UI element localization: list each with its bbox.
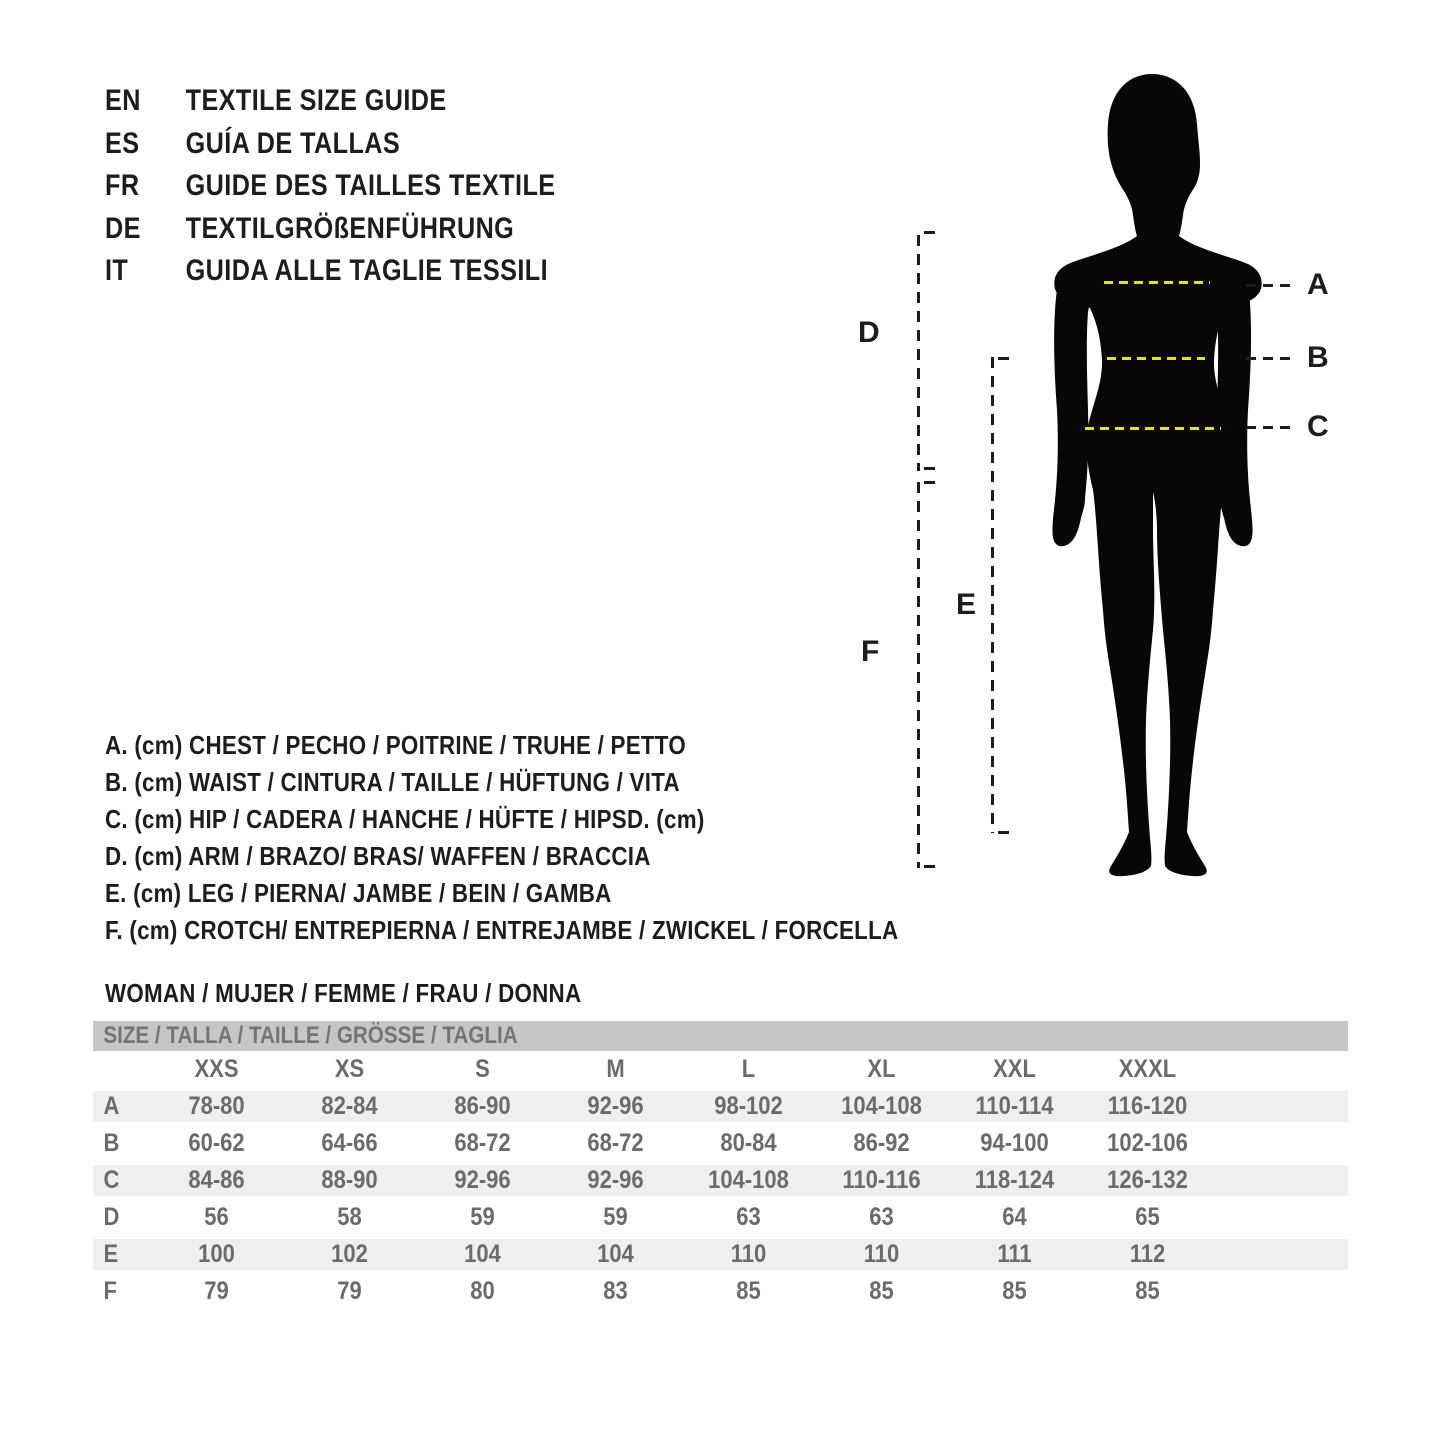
cell: 104 xyxy=(597,1240,634,1268)
leg-measure-line xyxy=(991,357,994,833)
legend-line-d: D. (cm) ARM / BRAZO/ BRAS/ WAFFEN / BRACCIA xyxy=(105,841,651,871)
table-row xyxy=(93,1125,1348,1162)
size-col-header: S xyxy=(475,1055,490,1083)
table-row xyxy=(93,1088,1348,1125)
table-row xyxy=(93,1273,1348,1310)
cell: 102-106 xyxy=(1107,1129,1188,1157)
cell: 63 xyxy=(869,1203,894,1231)
row-label: B xyxy=(103,1129,120,1157)
cell: 126-132 xyxy=(1107,1166,1188,1194)
arm-measure-tick-top xyxy=(924,231,935,234)
lang-code: EN xyxy=(105,84,141,117)
title-line-de xyxy=(105,208,556,251)
lang-code: IT xyxy=(105,254,129,287)
crotch-measure-line xyxy=(917,482,920,868)
legend-line-f: F. (cm) CROTCH/ ENTREPIERNA / ENTREJAMBE / ZWICKEL / FORCELLA xyxy=(105,915,899,945)
size-col-header: XXXL xyxy=(1118,1055,1177,1083)
cell: 88-90 xyxy=(321,1166,378,1194)
row-label: E xyxy=(103,1240,119,1268)
cell: 104-108 xyxy=(708,1166,789,1194)
leg-measure-tick-top xyxy=(998,357,1009,360)
title-line-fr xyxy=(105,165,556,208)
gender-heading: WOMAN / MUJER / FEMME / FRAU / DONNA xyxy=(105,978,582,1008)
cell: 68-72 xyxy=(587,1129,644,1157)
waist-highlight-line xyxy=(1107,357,1205,360)
cell: 86-90 xyxy=(454,1092,511,1120)
cell: 80-84 xyxy=(720,1129,777,1157)
title-text: GUIDE DES TAILLES TEXTILE xyxy=(185,169,556,202)
title-line-en xyxy=(105,80,556,123)
table-row xyxy=(93,1162,1348,1199)
legend-line-c: C. (cm) HIP / CADERA / HANCHE / HÜFTE / HIPSD. (cm) xyxy=(105,804,705,834)
marker-label-a: A xyxy=(1307,268,1329,301)
title-text: GUÍA DE TALLAS xyxy=(185,126,401,160)
cell: 110 xyxy=(730,1240,767,1268)
cell: 63 xyxy=(736,1203,761,1231)
title-line-it xyxy=(105,250,556,293)
cell: 68-72 xyxy=(454,1129,511,1157)
cell: 64 xyxy=(1002,1203,1027,1231)
cell: 85 xyxy=(869,1277,894,1305)
cell: 79 xyxy=(204,1277,229,1305)
cell: 59 xyxy=(470,1203,495,1231)
cell: 85 xyxy=(1135,1277,1160,1305)
cell: 102 xyxy=(331,1240,368,1268)
cell: 65 xyxy=(1135,1203,1160,1231)
cell: 110-114 xyxy=(975,1092,1054,1120)
cell: 116-120 xyxy=(1107,1092,1188,1120)
marker-label-e: E xyxy=(956,588,977,621)
cell: 59 xyxy=(603,1203,628,1231)
title-line-es xyxy=(105,123,556,166)
cell: 79 xyxy=(337,1277,362,1305)
size-table xyxy=(93,1021,1348,1310)
cell: 94-100 xyxy=(980,1129,1049,1157)
lang-code: FR xyxy=(105,169,140,202)
cell: 83 xyxy=(603,1277,628,1305)
size-col-header: XS xyxy=(334,1055,365,1083)
size-col-header: XL xyxy=(867,1055,896,1083)
cell: 98-102 xyxy=(714,1092,783,1120)
cell: 80 xyxy=(470,1277,495,1305)
size-col-header: L xyxy=(741,1055,756,1083)
woman-silhouette xyxy=(1020,60,1340,890)
cell: 110-116 xyxy=(842,1166,921,1194)
cell: 84-86 xyxy=(188,1166,245,1194)
row-label: F xyxy=(103,1277,118,1305)
leg-measure-tick-bottom xyxy=(998,831,1009,834)
legend-line-a: A. (cm) CHEST / PECHO / POITRINE / TRUHE / PETTO xyxy=(105,730,686,760)
legend-line-e: E. (cm) LEG / PIERNA/ JAMBE / BEIN / GAMBA xyxy=(105,878,612,908)
lang-code: ES xyxy=(105,126,140,160)
row-label: C xyxy=(103,1166,120,1194)
waist-leader-line xyxy=(1246,357,1292,360)
row-label: A xyxy=(103,1092,120,1120)
cell: 111 xyxy=(997,1240,1032,1268)
title-text: TEXTILGRÖßENFÜHRUNG xyxy=(185,211,515,245)
crotch-measure-tick-top xyxy=(924,481,935,484)
cell: 58 xyxy=(337,1203,362,1231)
size-col-header: XXS xyxy=(194,1055,239,1083)
cell: 64-66 xyxy=(321,1129,378,1157)
title-text: TEXTILE SIZE GUIDE xyxy=(185,84,447,117)
cell: 104 xyxy=(464,1240,501,1268)
size-col-header: M xyxy=(606,1055,625,1083)
table-row xyxy=(93,1199,1348,1236)
row-label: D xyxy=(103,1203,120,1231)
crotch-measure-tick-bottom xyxy=(924,865,935,868)
cell: 92-96 xyxy=(454,1166,511,1194)
cell: 112 xyxy=(1129,1240,1166,1268)
chest-highlight-line xyxy=(1104,281,1210,284)
cell: 100 xyxy=(198,1240,235,1268)
cell: 78-80 xyxy=(188,1092,245,1120)
cell: 85 xyxy=(1002,1277,1027,1305)
cell: 86-92 xyxy=(853,1129,910,1157)
arm-measure-line xyxy=(917,235,920,471)
cell: 110 xyxy=(863,1240,900,1268)
table-header-text: SIZE / TALLA / TAILLE / GRÖSSE / TAGLIA xyxy=(103,1022,518,1049)
hip-highlight-line xyxy=(1085,427,1221,430)
cell: 85 xyxy=(736,1277,761,1305)
table-header-band xyxy=(93,1021,1348,1051)
cell: 92-96 xyxy=(587,1166,644,1194)
size-col-header: XXL xyxy=(993,1055,1036,1083)
cell: 104-108 xyxy=(841,1092,922,1120)
legend-line-b: B. (cm) WAIST / CINTURA / TAILLE / HÜFTUNG / VITA xyxy=(105,767,680,797)
table-row xyxy=(93,1236,1348,1273)
cell: 82-84 xyxy=(321,1092,378,1120)
marker-label-d: D xyxy=(858,316,880,349)
marker-label-f: F xyxy=(861,635,880,668)
title-block xyxy=(105,80,556,293)
measurement-legend xyxy=(105,727,898,949)
size-header-row xyxy=(93,1051,1348,1088)
arm-measure-tick-bottom xyxy=(924,467,935,470)
chest-leader-line xyxy=(1246,284,1292,287)
hip-leader-line xyxy=(1246,426,1292,429)
lang-code: DE xyxy=(105,211,141,245)
title-text: GUIDA ALLE TAGLIE TESSILI xyxy=(185,254,549,287)
cell: 92-96 xyxy=(587,1092,644,1120)
cell: 118-124 xyxy=(974,1166,1055,1194)
cell: 56 xyxy=(204,1203,229,1231)
cell: 60-62 xyxy=(188,1129,245,1157)
marker-label-b: B xyxy=(1307,341,1329,374)
marker-label-c: C xyxy=(1307,410,1329,443)
